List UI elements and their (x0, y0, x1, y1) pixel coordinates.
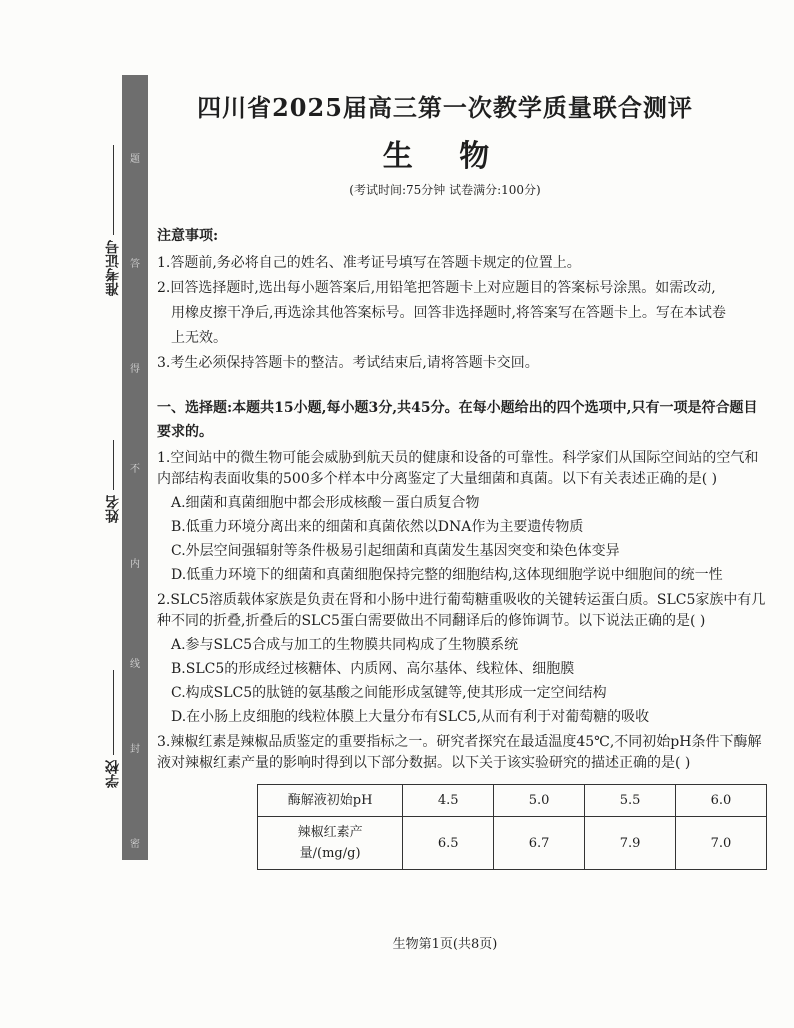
side-label-name: 姓名 (105, 495, 121, 523)
data-table (257, 784, 767, 870)
side-label-school: 学校 (105, 760, 121, 788)
table-cell: 辣椒红素产量/(mg/g) (258, 817, 403, 870)
table-cell: 5.5 (585, 785, 676, 817)
question-option: D.在小肠上皮细胞的线粒体膜上大量分布有SLC5,从而有利于对葡萄糖的吸收 (171, 709, 650, 725)
question-option: A.细菌和真菌细胞中都会形成核酸－蛋白质复合物 (171, 495, 480, 511)
side-fill-line (113, 145, 114, 235)
table-cell: 7.0 (676, 817, 767, 870)
exam-info: (考试时间:75分钟 试卷满分:100分) (349, 183, 541, 197)
note-item: 2.回答选择题时,选出每小题答案后,用铅笔把答题卡上对应题目的答案标号涂黑。如需改动, (157, 280, 716, 296)
table-cell: 5.0 (494, 785, 585, 817)
note-item: 用橡皮擦干净后,再选涂其他答案标号。回答非选择题时,将答案写在答题卡上。写在本试卷 (171, 305, 726, 321)
note-item: 1.答题前,务必将自己的姓名、准考证号填写在答题卡规定的位置上。 (157, 255, 581, 271)
strip-char: 密 (130, 839, 140, 850)
question-option: B.SLC5的形成经过核糖体、内质网、高尔基体、线粒体、细胞膜 (171, 661, 575, 677)
table-cell: 6.7 (494, 817, 585, 870)
notes-title: 注意事项: (157, 228, 219, 244)
main-content (157, 226, 767, 870)
strip-char: 不 (130, 464, 140, 475)
question-stem: 1.空间站中的微生物可能会威胁到航天员的健康和设备的可靠性。科学家们从国际空间站的空气和内部结构表面收集的500多个样本中分离鉴定了大量细菌和真菌。以下有关表述正确的是( ) (157, 450, 759, 487)
question-option: D.低重力环境下的细菌和真菌细胞保持完整的细胞结构,这体现细胞学说中细胞间的统一性 (171, 567, 723, 583)
strip-char: 内 (130, 559, 140, 570)
table-cell: 6.0 (676, 785, 767, 817)
subject-title: 生 物 (382, 139, 508, 174)
page-footer: 生物第1页(共8页) (392, 937, 498, 952)
page-title: 四川省2025届高三第一次教学质量联合测评 (197, 93, 693, 122)
question-option: C.外层空间强辐射等条件极易引起细菌和真菌发生基因突变和染色体变异 (171, 543, 620, 559)
side-fill-line (113, 440, 114, 490)
question-option: C.构成SLC5的肽链的氨基酸之间能形成氢键等,使其形成一定空间结构 (171, 685, 607, 701)
question-option: B.低重力环境分离出来的细菌和真菌依然以DNA作为主要遗传物质 (171, 519, 584, 535)
table-cell: 6.5 (403, 817, 494, 870)
side-fill-line (113, 670, 114, 755)
question-option: A.参与SLC5合成与加工的生物膜共同构成了生物膜系统 (171, 637, 519, 653)
strip-char: 封 (130, 744, 140, 755)
table-row (258, 817, 767, 870)
table-cell: 4.5 (403, 785, 494, 817)
table-cell: 酶解液初始pH (258, 785, 403, 817)
note-item: 上无效。 (171, 330, 227, 346)
strip-char: 得 (130, 364, 140, 375)
note-item: 3.考生必须保持答题卡的整洁。考试结束后,请将答题卡交回。 (157, 355, 539, 371)
section-heading: 一、选择题:本题共15小题,每小题3分,共45分。在每小题给出的四个选项中,只有一项是符合题目要求的。 (157, 400, 758, 440)
table-cell: 7.9 (585, 817, 676, 870)
question-stem: 3.辣椒红素是辣椒品质鉴定的重要指标之一。研究者探究在最适温度45℃,不同初始pH条件下酶解液对辣椒红素产量的影响时得到以下部分数据。以下关于该实验研究的描述正确的是( ) (157, 734, 762, 771)
strip-char: 答 (130, 259, 140, 270)
table-row (258, 785, 767, 817)
question-stem: 2.SLC5溶质载体家族是负责在肾和小肠中进行葡萄糖重吸收的关键转运蛋白质。SLC5家族中有几种不同的折叠,折叠后的SLC5蛋白需要做出不同翻译后的修饰调节。以下说法正确的是( ) (157, 592, 766, 629)
side-label-exam-id: 准考证号 (105, 240, 121, 296)
strip-char: 题 (130, 154, 140, 165)
strip-char: 线 (130, 659, 140, 670)
